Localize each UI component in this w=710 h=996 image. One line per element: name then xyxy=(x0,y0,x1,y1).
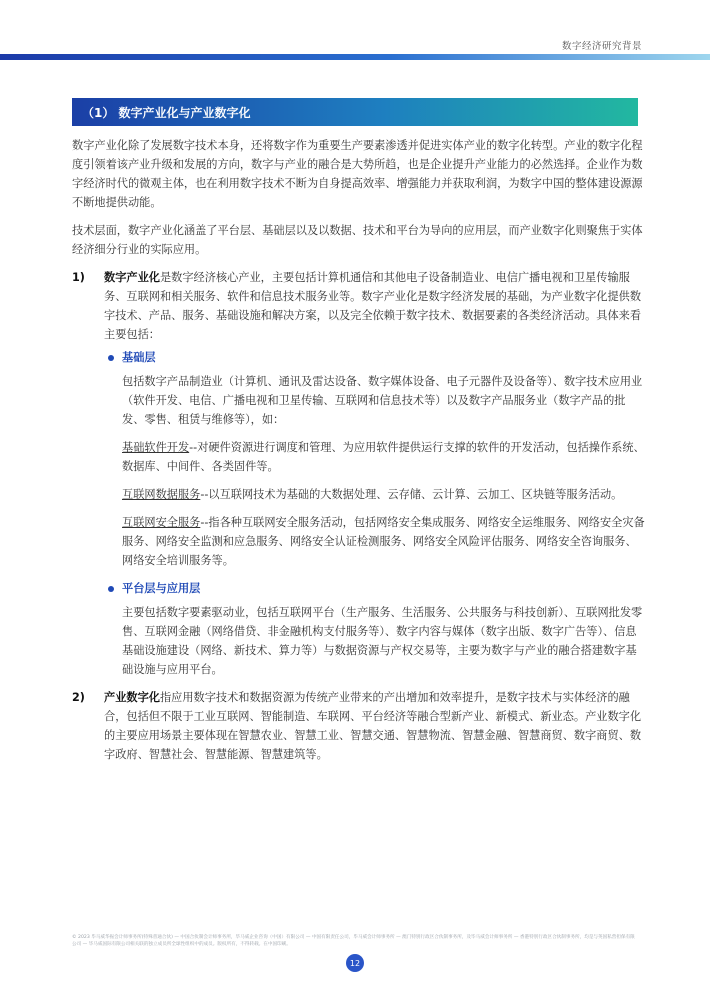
sub-text: --指各种互联网安全服务活动，包括网络安全集成服务、网络安全运维服务、网络安全灾备服务、网络安全监测和应急服务、网络安全认证检测服务、网络安全风险评估服务、网络安全咨询服务、网络安全培训服务等。 xyxy=(122,516,645,567)
bullet-dot-icon xyxy=(108,586,114,592)
bullet-heading-foundation xyxy=(104,348,646,367)
sub-term: 互联网数据服务 xyxy=(122,488,201,501)
sub-term: 基础软件开发 xyxy=(122,441,190,454)
sub-definition xyxy=(104,485,646,504)
bullet-heading-platform xyxy=(104,579,646,598)
intro-paragraph: 技术层面，数字产业化涵盖了平台层、基础层以及以数据、技术和平台为导向的应用层，而产业数字化则聚焦于实体经济细分行业的实际应用。 xyxy=(72,224,643,256)
header-bar xyxy=(0,54,710,60)
bullet-description: 包括数字产品制造业（计算机、通讯及雷达设备、数字媒体设备、电子元器件及设备等）、数字技术应用业（软件开发、电信、广播电视和卫星传输、互联网和信息技术等）以及数字产品服务业（数字产品的批发、零售、租赁与维修等），如： xyxy=(122,375,643,426)
sub-definition xyxy=(104,438,646,476)
bullet-title: 基础层 xyxy=(122,351,156,364)
sub-definition xyxy=(104,513,646,570)
page-number: 12 xyxy=(346,954,364,972)
numbered-item-2 xyxy=(72,688,646,764)
main-content xyxy=(72,136,646,773)
section-title: （1） 数字产业化与产业数字化 xyxy=(82,105,251,120)
numbered-item-1 xyxy=(72,268,646,679)
item-lead-term: 数字产业化 xyxy=(104,271,160,284)
intro-paragraph: 数字产业化除了发展数字技术本身，还将数字作为重要生产要素渗透并促进实体产业的数字化转型。产业的数字化程度引领着该产业升级和发展的方向，数字与产业的融合是大势所趋，也是企业提升产业能力的必然选择。企业作为数字经济时代的微观主体，也在利用数字技术不断为自身提高效率、增强能力并获取利润，为数字中国的整体建设源源不断地提供动能。 xyxy=(72,139,643,209)
bullet-dot-icon xyxy=(108,355,114,361)
section-heading xyxy=(72,98,638,126)
header-title: 数字经济研究背景 xyxy=(561,41,642,52)
footer-legal-text: © 2023 毕马威华振会计师事务所(特殊普通合伙) — 中国合伙制会计师事务所，毕马威企业咨询（中国）有限公司 — 中国有限责任公司，毕马威会计师事务所 — 澳门特别行政区合伙制事务所，及毕马威会计师事务所 — 香港特别行政区合伙制事务所，均是与英国私营担保有限公司 — 毕马威国际有限公司相关联的独立成员所全球性组织中的成员。版权所有，不得转载。在中国印刷。 xyxy=(72,935,635,947)
sub-text: --以互联网技术为基础的大数据处理、云存储、云计算、云加工、区块链等服务活动。 xyxy=(200,488,623,501)
item-text: 指应用数字技术和数据资源为传统产业带来的产出增加和效率提升，是数字技术与实体经济的融合，包括但不限于工业互联网、智能制造、车联网、平台经济等融合型新产业、新模式、新业态。产业数字化的主要应用场景主要体现在智慧农业、智慧工业、智慧交通、智慧物流、智慧金融、智慧商贸、数字商贸、数字政府、智慧社会、智慧能源、智慧建筑等。 xyxy=(104,691,642,761)
item-lead-term: 产业数字化 xyxy=(104,691,160,704)
bullet-description: 主要包括数字要素驱动业，包括互联网平台（生产服务、生活服务、公共服务与科技创新）、互联网批发零售、互联网金融（网络借贷、非金融机构支付服务等）、数字内容与媒体（数字出版、数字广告等）、信息基础设施建设（网络、新技术、算力等）与数据资源与产权交易等，主要为数字与产业的融合搭建数字基础设施与应用平台。 xyxy=(122,606,643,676)
item-number: 2) xyxy=(72,691,85,704)
bullet-title: 平台层与应用层 xyxy=(122,582,201,595)
sub-text: --对硬件资源进行调度和管理、为应用软件提供运行支撑的软件的开发活动，包括操作系统、数据库、中间件、各类固件等。 xyxy=(122,441,645,473)
sub-term: 互联网安全服务 xyxy=(122,516,201,529)
item-number: 1) xyxy=(72,271,85,284)
item-text: 是数字经济核心产业，主要包括计算机通信和其他电子设备制造业、电信广播电视和卫星传输服务、互联网和相关服务、软件和信息技术服务业等。数字产业化是数字经济发展的基础，为产业数字化提供数字技术、产品、服务、基础设施和解决方案，以及完全依赖于数字技术、数据要素的各类经济活动。具体来看主要包括： xyxy=(104,271,642,341)
